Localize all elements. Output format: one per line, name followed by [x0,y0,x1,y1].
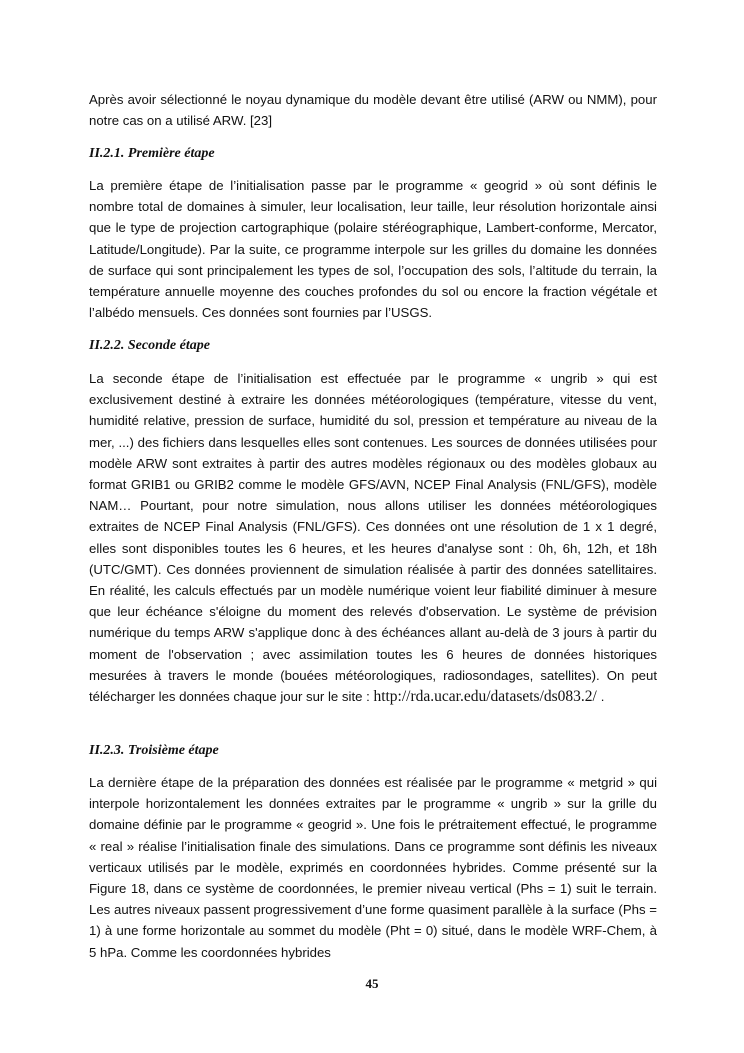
section-heading-seconde-etape: II.2.2. Seconde étape [89,338,210,353]
page-number: 45 [365,976,379,991]
intro-paragraph: Après avoir sélectionné le noyau dynamique du modèle devant être utilisé (ARW ou NMM), pour notre cas on a utilisé ARW. [23] [89,92,657,129]
section2-trailing-text: . [600,689,605,705]
section-heading-premiere-etape: II.2.1. Première étape [89,146,215,161]
section-heading-troisieme-etape: II.2.3. Troisième étape [89,743,219,758]
dataset-link[interactable]: http://rda.ucar.edu/datasets/ds083.2/ [373,688,601,706]
section2-paragraph [89,368,657,707]
section1-paragraph: La première étape de l’initialisation passe par le programme « geogrid » où sont définis le nombre total de domaines à simuler, leur localisation, leur taille, leur résolution horizontale ainsi que le type de projection cartographique (polaire stéréographique, Lambert-conforme, Mercator, Latitude/Longitude). Par la suite, ce programme interpole sur les grilles du domaine les données de surface qui sont principalement les types de sol, l’occupation des sols, l’altitude du terrain, la température annuelle moyenne des couches profondes du sol ou encore la fraction végétale et l’albédo mensuels. Ces données sont fournies par l’USGS. [89,178,657,321]
section2-text: La seconde étape de l’initialisation est effectuée par le programme « ungrib » qui est exclusivement destiné à extraire les données météorologiques (température, vitesse du vent, humidité relative, pression de surface, humidité du sol, pression et température au niveau de la mer, ...) des fichiers dans lesquelles elles sont contenues. Les sources de données utilisées pour modèle ARW sont extraites à partir des autres modèles régionaux ou des modèles globaux au format GRIB1 ou GRIB2 comme le modèle GFS/AVN, NCEP Final Analysis (FNL/GFS), modèle NAM… Pourtant, pour notre simulation, nous allons utiliser les données météorologiques extraites de NCEP Final Analysis (FNL/GFS). Ces données ont une résolution de 1 x 1 degré, elles sont disponibles toutes les 6 heures, et les heures d'analyse sont : 0h, 6h, 12h, et 18h (UTC/GMT). Ces données proviennent de simulation réalisée à partir des données satellitaires. En réalité, les calculs effectués par un modèle numérique voient leur fiabilité diminuer à mesure que leur échéance s'éloigne du moment des relevés d'observation. Le système de prévision numérique du temps ARW s'applique donc à des échéances allant au-delà de 3 jours à partir du moment de l'observation ; avec assimilation toutes les 6 heures de données historiques mesurées à travers le monde (bouées météorologiques, radiosondages, satellites). On peut télécharger les données chaque jour sur le site : [89,371,657,705]
section3-paragraph: La dernière étape de la préparation des données est réalisée par le programme « metgrid » qui interpole horizontalement les données extraites par le programme « ungrib » sur la grille du domaine définie par le programme « geogrid ». Une fois le prétraitement effectué, le programme « real » réalise l’initialisation finale des simulations. Dans ce programme sont définis les niveaux verticaux utilisés par le modèle, exprimés en coordonnées hybrides. Comme présenté sur la Figure 18, dans ce système de coordonnées, le premier niveau vertical (Phs = 1) suit le terrain. Les autres niveaux passent progressivement d’une forme quasiment parallèle à la surface (Phs = 1) à une forme horizontale au sommet du modèle (Pht = 0) situé, dans le modèle WRF-Chem, à 5 hPa. Comme les coordonnées hybrides [89,775,657,960]
